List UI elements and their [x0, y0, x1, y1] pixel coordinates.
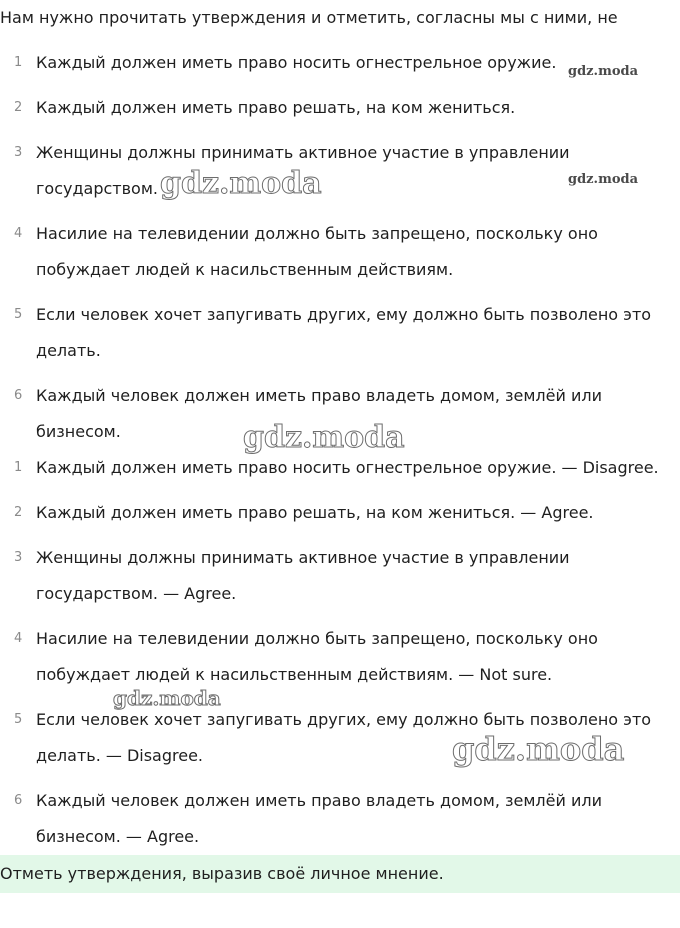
statement-item — [0, 135, 680, 207]
statement-item — [0, 45, 680, 81]
statements-list — [0, 45, 680, 459]
item-number: 1 — [14, 460, 23, 475]
statement-text: Каждый должен иметь право решать, на ком жениться. — [36, 98, 516, 117]
intro-text: Нам нужно прочитать утверждения и отметить, согласны мы с ними, не — [0, 8, 618, 27]
answer-text: Каждый человек должен иметь право владеть домом, землёй или бизнесом. — Agree. — [36, 791, 603, 846]
watermark-logo: gdz.moda — [160, 166, 322, 201]
watermark-logo: gdz.moda — [452, 730, 625, 768]
answer-text: Каждый должен иметь право решать, на ком жениться. — Agree. — [36, 503, 594, 522]
item-number: 3 — [14, 145, 23, 160]
statement-text: Каждый должен иметь право носить огнестрельное оружие. — [36, 53, 557, 72]
instruction-text: Отметь утверждения, выразив своё личное мнение. — [0, 864, 444, 883]
answer-item — [0, 783, 680, 855]
item-number: 6 — [14, 388, 23, 403]
answer-item — [0, 450, 680, 486]
statement-text: Насилие на телевидении должно быть запрещено, поскольку оно побуждает людей к насильственным действиям. — [36, 224, 598, 279]
item-number: 4 — [14, 226, 23, 241]
item-number: 6 — [14, 793, 23, 808]
item-number: 4 — [14, 631, 23, 646]
item-number: 5 — [14, 307, 23, 322]
statement-item — [0, 216, 680, 288]
watermark-logo: gdz.moda — [113, 686, 221, 710]
item-number: 2 — [14, 505, 23, 520]
statement-text: Женщины должны принимать активное участие в управлении государством. — [36, 143, 570, 198]
watermark-logo: gdz.moda — [243, 420, 405, 455]
statement-item — [0, 378, 680, 450]
statement-text: Если человек хочет запугивать других, ему должно быть позволено это делать. — [36, 305, 652, 360]
answer-item — [0, 702, 680, 774]
instruction-banner — [0, 855, 680, 893]
item-number: 2 — [14, 100, 23, 115]
answer-text: Каждый должен иметь право носить огнестрельное оружие. — Disagree. — [36, 458, 659, 477]
item-number: 5 — [14, 712, 23, 727]
statement-item — [0, 90, 680, 126]
answer-item — [0, 495, 680, 531]
answers-list — [0, 450, 680, 864]
answer-text: Женщины должны принимать активное участие в управлении государством. — Agree. — [36, 548, 570, 603]
item-number: 1 — [14, 55, 23, 70]
answer-text: Если человек хочет запугивать других, ему должно быть позволено это делать. — Disagree. — [36, 710, 652, 765]
answer-text: Насилие на телевидении должно быть запрещено, поскольку оно побуждает людей к насильственным действиям. — Not sure. — [36, 629, 598, 684]
watermark-logo: gdz.moda — [568, 64, 639, 79]
answer-item — [0, 540, 680, 612]
item-number: 3 — [14, 550, 23, 565]
watermark-logo: gdz.moda — [568, 172, 639, 187]
statement-text: Каждый человек должен иметь право владеть домом, землёй или бизнесом. — [36, 386, 603, 441]
statement-item — [0, 297, 680, 369]
answer-item — [0, 621, 680, 693]
